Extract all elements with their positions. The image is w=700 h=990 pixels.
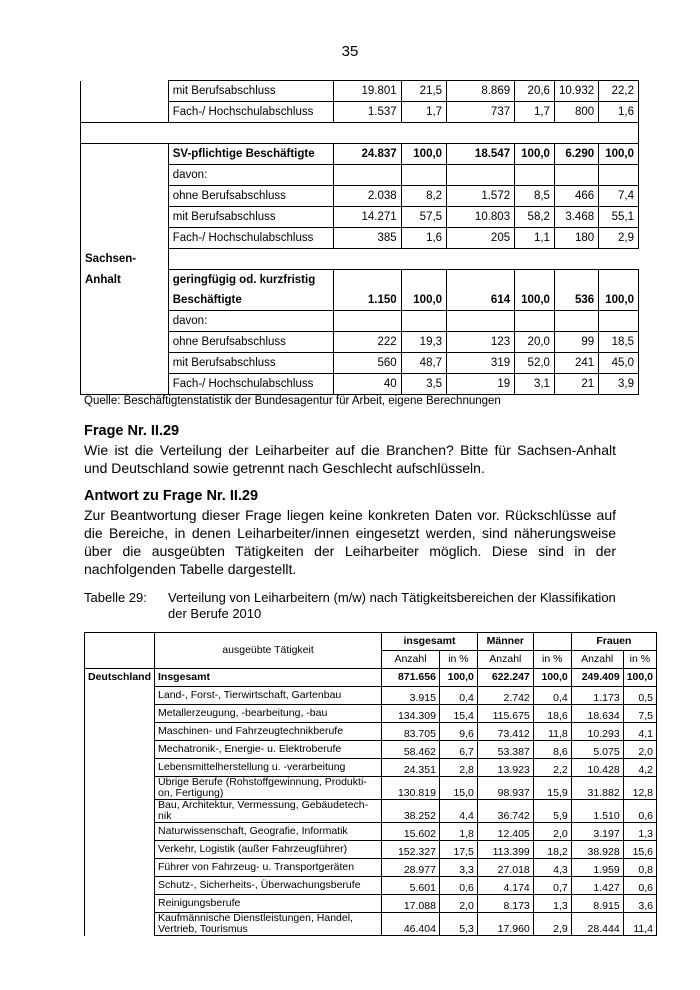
row-label: Land-, Forst-, Tierwirtschaft, Gartenbau [155,687,382,705]
question-heading: Frage Nr. II.29 [84,423,180,439]
table-row: Bau, Architektur, Vermessung, Gebäudetech- nik 38.252 4,4 36.742 5,9 1.510 0,6 [85,800,657,823]
table-row: Metallerzeugung, -bearbeitung, -bau 134.309 15,4 115.675 18,6 18.634 7,5 [85,705,657,723]
table-row: Deutschland Insgesamt 871.656 100,0 622.247 100,0 249.409 100,0 [85,669,657,687]
table-row: Land-, Forst-, Tierwirtschaft, Gartenbau 3.915 0,4 2.742 0,4 1.173 0,5 [85,687,657,705]
row-label: Metallerzeugung, -bearbeitung, -bau [155,705,382,723]
table-row: Verkehr, Logistik (außer Fahrzeugführer) 152.327 17,5 113.399 18,2 38.928 15,6 [85,841,657,859]
table-row: Fach-/ Hochschulabschluss 385 1,6 205 1,1 180 2,9 [81,228,639,249]
row-label: Schutz-, Sicherheits-, Überwachungsberufe [155,877,382,895]
table-row: Anhalt geringfügig od. kurzfristig [81,270,639,291]
question-text: Wie ist die Verteilung der Leiharbeiter auf die Branchen? Bitte für Sachsen-Anhalt und Deutschland sowie getrennt nach Geschlecht aufschlüsseln. [84,442,616,476]
region-label: Sachsen- [81,249,169,270]
table-row: Beschäftigte 1.150 100,0 614 100,0 536 100,0 [81,290,639,311]
table-row [81,249,639,270]
table-row: mit Berufsabschluss 19.801 21,5 8.869 20,6 10.932 22,2 [81,81,639,102]
table-row: mit Berufsabschluss 14.271 57,5 10.803 58,2 3.468 55,1 [81,207,639,228]
table-row: davon: [81,165,639,186]
table-row: Übrige Berufe (Rohstoffgewinnung, Produkti- on, Fertigung) 130.819 15,0 98.937 15,9 31.882 12,8 [85,777,657,800]
table-row: Reinigungsberufe 17.088 2,0 8.173 1,3 8.915 3,6 [85,895,657,913]
row-label: Mechatronik-, Energie- u. Elektroberufe [155,741,382,759]
table-row: ohne Berufsabschluss 2.038 8,2 1.572 8,5 466 7,4 [81,186,639,207]
table-row: ohne Berufsabschluss 222 19,3 123 20,0 99 18,5 [81,332,639,353]
table-row: mit Berufsabschluss 560 48,7 319 52,0 241 45,0 [81,353,639,374]
page-number: 35 [341,43,359,60]
table-row: Führer von Fahrzeug- u. Transportgeräten 28.977 3,3 27.018 4,3 1.959 0,8 [85,859,657,877]
table-header-row: Anzahl in % Anzahl in % Anzahl in % [85,651,657,669]
table-row: Kaufmännische Dienstleistungen, Handel, Vertrieb, Tourismus 46.404 5,3 17.960 2,9 28.444 11,4 [85,913,657,936]
table-row: Mechatronik-, Energie- u. Elektroberufe 58.462 6,7 53.387 8,6 5.075 2,0 [85,741,657,759]
answer-text: Zur Beantwortung dieser Frage liegen keine konkreten Daten vor. Rückschlüsse auf die Bereiche, in denen Leiharbeiter/innen eingesetzt werden, sind näherungsweise über die ausgeübten Tätigkeiten der Leiharbeiter möglich. Diese sind in der nachfolgenden Tabelle dargestellt. [84,507,616,577]
row-label: Bau, Architektur, Vermessung, Gebäudetech- nik [155,800,382,823]
row-label: Verkehr, Logistik (außer Fahrzeugführer) [155,841,382,859]
table-row: SV-pflichtige Beschäftigte 24.837 100,0 18.547 100,0 6.290 100,0 [81,144,639,165]
row-label: Lebensmittelherstellung u. -verarbeitung [155,759,382,777]
table-row: Fach-/ Hochschulabschluss 1.537 1,7 737 1,7 800 1,6 [81,102,639,123]
row-label: Kaufmännische Dienstleistungen, Handel, Vertrieb, Tourismus [155,913,382,936]
row-label: Naturwissenschaft, Geografie, Informatik [155,823,382,841]
answer-heading: Antwort zu Frage Nr. II.29 [84,488,259,504]
row-label: Führer von Fahrzeug- u. Transportgeräten [155,859,382,877]
table-caption-text: Verteilung von Leiharbeitern (m/w) nach Tätigkeitsbereichen der Klassifikation der Berufe 2010 [168,590,616,621]
table-row: Schutz-, Sicherheits-, Überwachungsberufe 5.601 0,6 4.174 0,7 1.427 0,6 [85,877,657,895]
employment-table-sachsen-anhalt [80,80,639,395]
table-row: davon: [81,311,639,332]
row-label: Übrige Berufe (Rohstoffgewinnung, Produkti- on, Fertigung) [155,777,382,800]
spacer-row [81,123,639,144]
table-row: Maschinen- und Fahrzeugtechnikberufe 83.705 9,6 73.412 11,8 10.293 4,1 [85,723,657,741]
table-row: Fach-/ Hochschulabschluss 40 3,5 19 3,1 21 3,9 [81,374,639,395]
table-row: Lebensmittelherstellung u. -verarbeitung 24.351 2,8 13.923 2,2 10.428 4,2 [85,759,657,777]
leiharbeiter-taetigkeiten-table [84,632,657,936]
table-header-row: ausgeübte Tätigkeit insgesamt Männer Frauen [85,633,657,651]
table-row: Naturwissenschaft, Geografie, Informatik 15.602 1,8 12.405 2,0 3.197 1,3 [85,823,657,841]
row-label: Maschinen- und Fahrzeugtechnikberufe [155,723,382,741]
row-label: Reinigungsberufe [155,895,382,913]
table-caption-label: Tabelle 29: [84,590,147,605]
table-source: Quelle: Beschäftigtenstatistik der Bundesagentur für Arbeit, eigene Berechnungen [84,395,501,407]
